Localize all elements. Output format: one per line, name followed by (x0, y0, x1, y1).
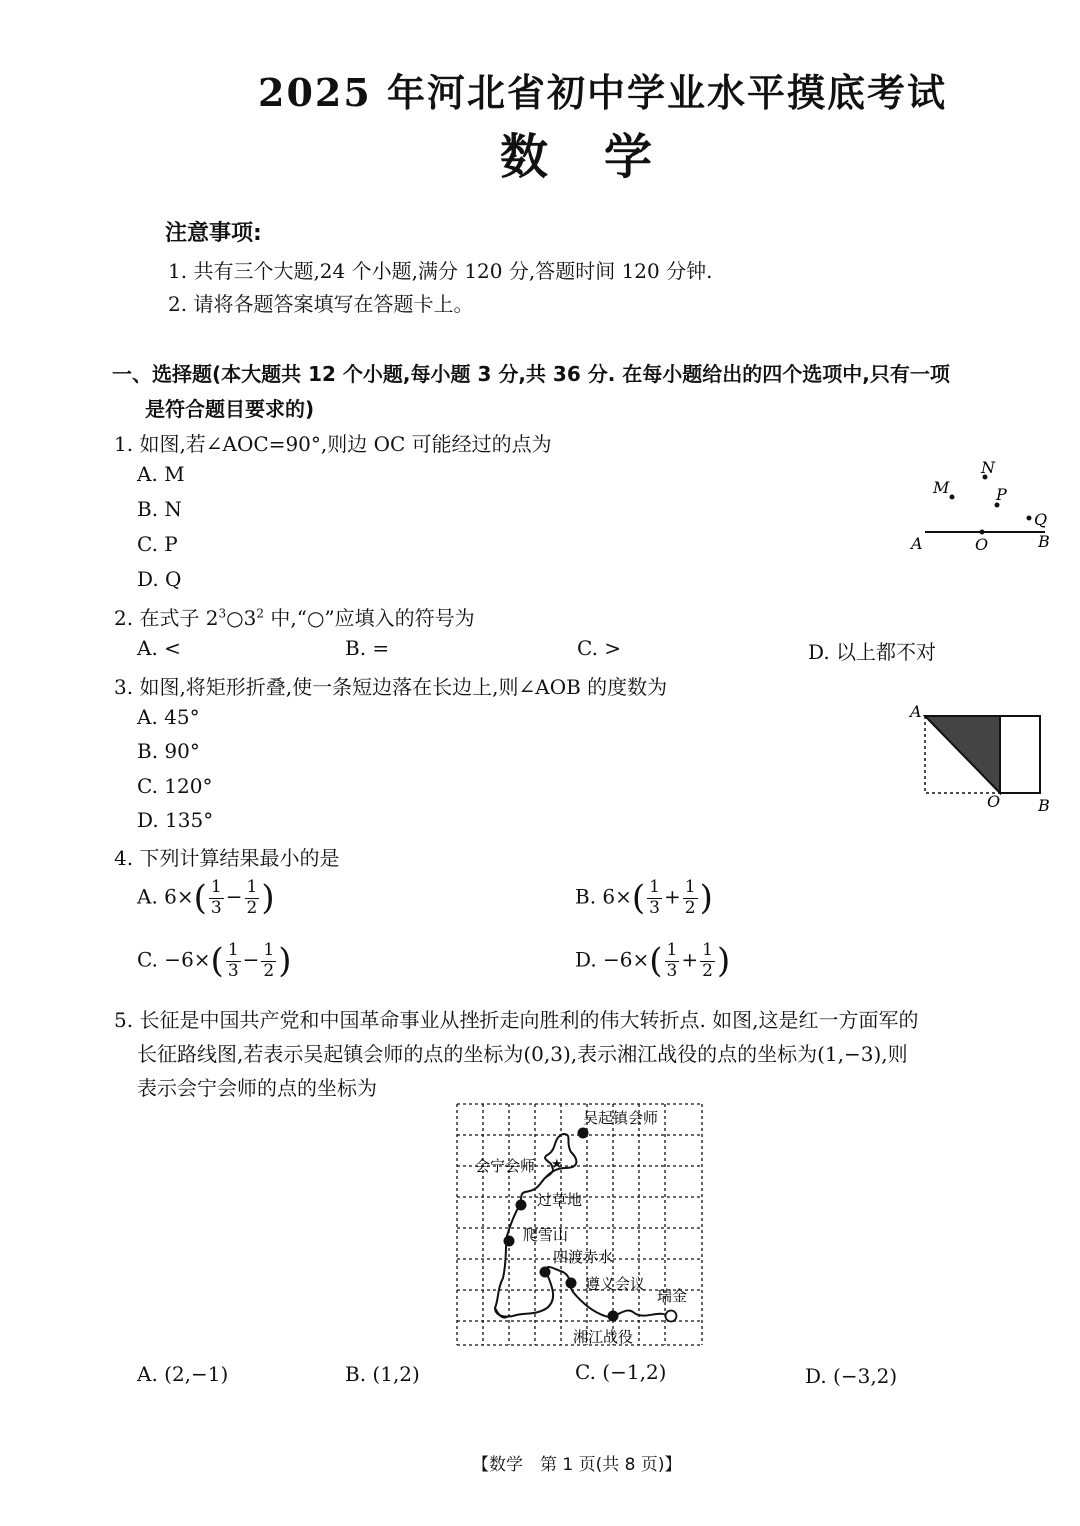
q2-option-b: B. = (345, 636, 390, 660)
label-a: A (910, 702, 922, 721)
q1-option-a: A. M (137, 462, 185, 486)
notes-heading: 注意事项: (165, 221, 262, 246)
point-chishui (540, 1267, 551, 1278)
q5-stem-line3: 表示会宁会师的点的坐标为 (137, 1076, 377, 1100)
subject-title: 数 学 (500, 129, 657, 185)
q5-option-b: B. (1,2) (345, 1362, 420, 1386)
label-o: O (987, 792, 1001, 811)
point-snow-mountain (504, 1236, 515, 1247)
point-xiangjiang (608, 1311, 619, 1322)
q3-stem: 3. 如图,将矩形折叠,使一条短边落在长边上,则∠AOB 的度数为 (114, 675, 668, 699)
q3-option-d: D. 135° (137, 808, 214, 832)
exam-title: 2025 年河北省初中学业水平摸底考试 (258, 70, 947, 115)
point-m (950, 495, 955, 500)
q2-option-a: A. < (137, 636, 181, 660)
label-chishui: 四渡赤水 (553, 1248, 614, 1266)
label-q: Q (1034, 510, 1048, 529)
section-heading: 一、选择题(本大题共 12 个小题,每小题 3 分,共 36 分. 在每小题给出的四个选项中,只有一项 (112, 362, 950, 386)
label-b: B (1038, 796, 1050, 815)
q3-figure (905, 700, 1060, 818)
point-zunyi (566, 1278, 577, 1289)
section-heading-cont: 是符合题目要求的) (145, 397, 315, 421)
q1-figure (900, 455, 1060, 555)
star-huining: ★ (551, 1157, 563, 1172)
point-grassland (516, 1200, 527, 1211)
point-q (1027, 516, 1032, 521)
point-ruijin (666, 1311, 677, 1322)
q4-stem: 4. 下列计算结果最小的是 (114, 846, 340, 870)
label-wuqi: 吴起镇会师 (583, 1109, 659, 1127)
q4-option-a: A. 6×( $\frac{1}{3}$ − $\frac{1}{2}$ ) (137, 877, 275, 919)
q5-stem-line1: 5. 长征是中国共产党和中国革命事业从挫折走向胜利的伟大转折点. 如图,这是红一方面军的 (114, 1008, 919, 1032)
label-snow-mountain: 爬雪山 (523, 1226, 569, 1244)
q4-option-c: C. −6×( $\frac{1}{3}$ − $\frac{1}{2}$ ) (137, 940, 292, 982)
label-m: M (933, 478, 950, 497)
label-ruijin: 瑞金 (657, 1287, 688, 1305)
label-zunyi: 遵义会议 (585, 1275, 646, 1293)
q1-option-b: B. N (137, 497, 182, 521)
q1-option-d: D. Q (137, 567, 182, 591)
q2-option-d: D. 以上都不对 (808, 640, 937, 664)
q5-option-d: D. (−3,2) (805, 1364, 898, 1388)
q4-option-d: D. −6×( $\frac{1}{3}$ + $\frac{1}{2}$ ) (575, 940, 731, 982)
map-grid (457, 1104, 702, 1345)
label-n: N (981, 458, 995, 477)
q1-option-c: C. P (137, 532, 178, 556)
label-huining: 会宁会师 (475, 1157, 536, 1175)
page-footer: 【数学 第 1 页(共 8 页)】 (472, 1455, 682, 1475)
q5-stem-line2: 长征路线图,若表示吴起镇会师的点的坐标为(0,3),表示湘江战役的点的坐标为(1,−3),则 (137, 1042, 908, 1066)
q5-map (455, 1102, 707, 1348)
label-p: P (996, 485, 1007, 504)
point-o (980, 530, 985, 535)
label-b: B (1038, 532, 1050, 551)
rectangle-right (1000, 716, 1040, 793)
route-loop (495, 1308, 509, 1318)
q2-option-c: C. > (577, 636, 622, 660)
label-grassland: 过草地 (537, 1191, 583, 1209)
q5-option-c: C. (−1,2) (575, 1360, 667, 1384)
point-wuqi (578, 1128, 589, 1139)
q1-stem: 1. 如图,若∠AOC=90°,则边 OC 可能经过的点为 (114, 432, 552, 456)
q4-option-b: B. 6×( $\frac{1}{3}$ + $\frac{1}{2}$ ) (575, 877, 713, 919)
notes-item: 2. 请将各题答案填写在答题卡上。 (168, 292, 474, 316)
folded-triangle (925, 716, 1000, 793)
notes-item: 1. 共有三个大题,24 个小题,满分 120 分,答题时间 120 分钟. (168, 259, 713, 283)
q3-option-b: B. 90° (137, 739, 200, 763)
q3-option-a: A. 45° (137, 705, 200, 729)
q2-stem: 2. 在式子 $2^3○3^2$ 中,“○”应填入的符号为 (114, 606, 475, 630)
label-o: O (975, 535, 989, 554)
q3-option-c: C. 120° (137, 774, 213, 798)
label-a: A (911, 534, 923, 553)
label-xiangjiang: 湘江战役 (573, 1328, 634, 1346)
q5-option-a: A. (2,−1) (137, 1362, 229, 1386)
